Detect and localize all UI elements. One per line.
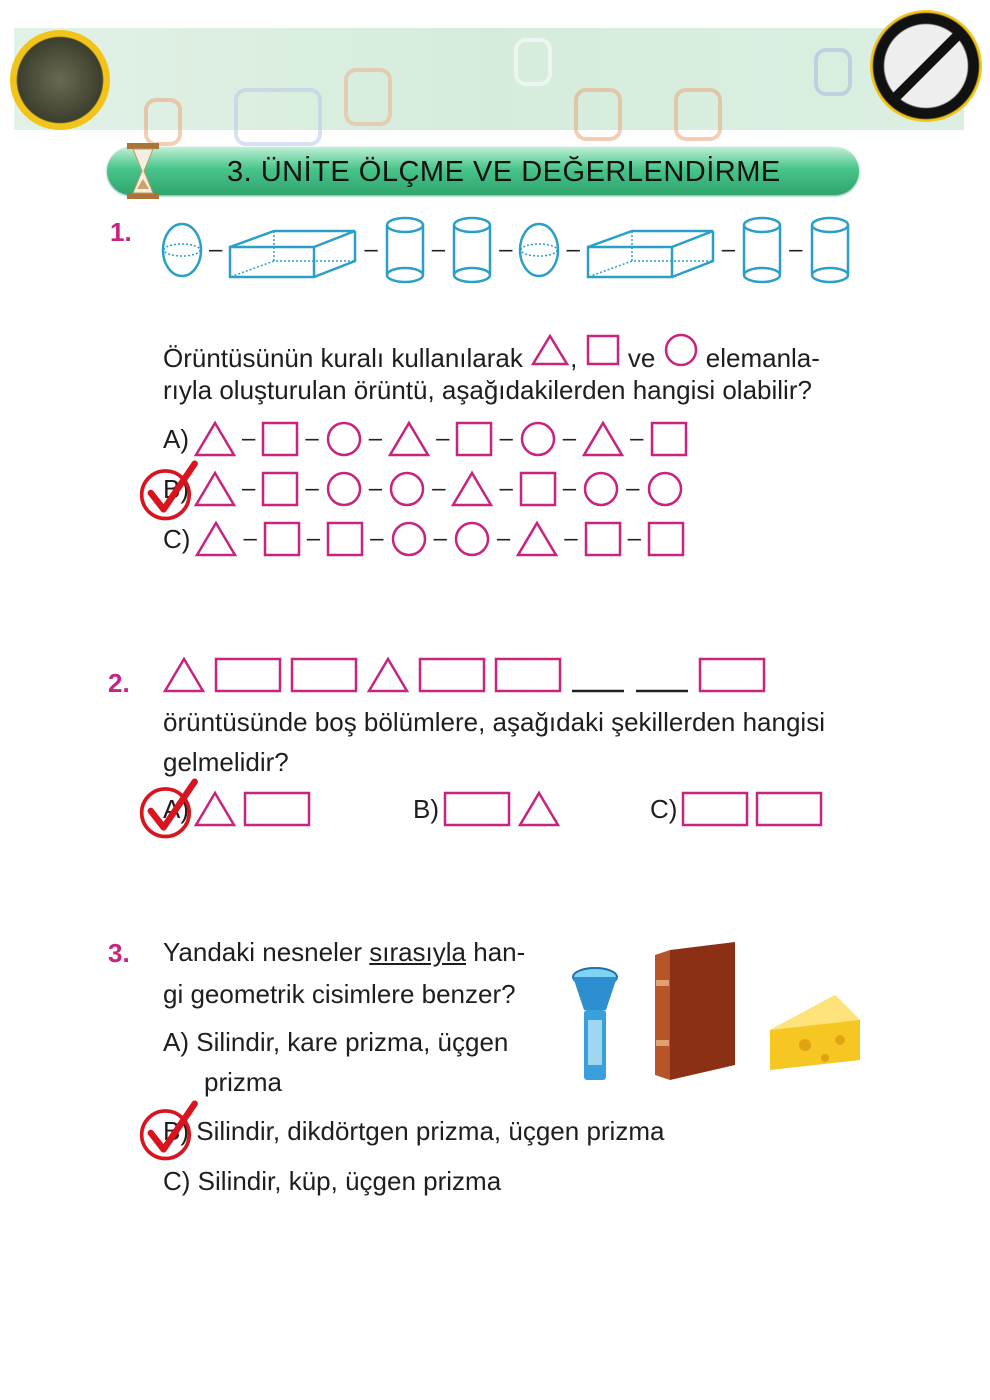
rectangle-icon	[698, 656, 766, 694]
rectangle-icon	[681, 790, 749, 828]
shape-pattern-row	[162, 655, 774, 695]
dash: –	[306, 525, 321, 552]
circle-icon	[518, 420, 558, 458]
dash: –	[499, 425, 513, 452]
option-b[interactable]: B) Silindir, dikdörtgen prizma, üçgen prizma	[163, 1116, 665, 1146]
question-1-line-2: rıyla oluşturulan örüntü, aşağıdakilerden hangisi olabilir?	[163, 375, 812, 405]
circle-icon	[324, 470, 364, 508]
dash: –	[789, 236, 803, 263]
option-a[interactable]: A) Silindir, kare prizma, üçgen	[163, 1027, 509, 1057]
triangle-icon	[193, 420, 237, 458]
header-banner	[14, 28, 964, 130]
triangle-icon	[517, 790, 561, 828]
square-icon	[260, 470, 300, 508]
question-1-line-1: Örüntüsünün kuralı kullanılarak , ve elemanla-	[163, 333, 820, 374]
dash: –	[368, 425, 383, 452]
triangle-icon	[515, 520, 559, 558]
square-icon	[454, 420, 494, 458]
square-icon	[649, 420, 689, 458]
option-label: B)	[163, 473, 189, 504]
dash: –	[630, 425, 644, 452]
dash: –	[626, 475, 640, 502]
cylinder-icon	[740, 215, 784, 285]
dash: –	[364, 236, 378, 263]
dash: –	[370, 525, 384, 552]
question-3-number: 3.	[108, 938, 130, 968]
unit-title-bar	[107, 147, 859, 195]
option-label: C)	[650, 793, 678, 824]
circle-icon	[324, 420, 364, 458]
dash: –	[243, 525, 257, 552]
checkmark-icon	[138, 1100, 202, 1164]
cylinder-icon	[450, 215, 494, 285]
triangle-icon	[387, 420, 431, 458]
option-c[interactable]	[163, 520, 686, 558]
circle-icon	[581, 470, 621, 508]
dash: –	[436, 425, 450, 452]
flashlight-image	[570, 965, 620, 1085]
solid-pattern-row	[160, 215, 852, 285]
unit-title: 3. ÜNİTE ÖLÇME VE DEĞERLENDİRME	[227, 156, 781, 188]
dash: –	[566, 236, 580, 263]
rectangle-icon	[418, 656, 486, 694]
book-image	[650, 940, 740, 1085]
dash: –	[499, 475, 513, 502]
rectangle-icon	[243, 790, 311, 828]
triangle-icon	[450, 470, 494, 508]
dash: –	[209, 236, 223, 263]
hourglass-icon	[125, 141, 161, 201]
dash: –	[564, 525, 578, 552]
rectangle-icon	[443, 790, 511, 828]
option-a-continued: prizma	[204, 1067, 283, 1097]
dash: –	[499, 236, 513, 263]
dash: –	[562, 475, 577, 502]
dash: –	[562, 425, 577, 452]
dash: –	[432, 475, 446, 502]
option-label: A)	[163, 793, 189, 824]
dash: –	[242, 425, 256, 452]
blank-line-icon	[570, 656, 626, 694]
circle-icon	[452, 520, 492, 558]
dash: –	[721, 236, 736, 263]
dash: –	[305, 425, 319, 452]
rectangle-icon	[290, 656, 358, 694]
option-c[interactable]: C) Silindir, küp, üçgen prizma	[163, 1166, 502, 1196]
dash: –	[431, 236, 446, 263]
circle-icon	[663, 333, 699, 367]
blank-line-icon	[634, 656, 690, 694]
question-1-number: 1.	[110, 217, 132, 247]
triangle-icon	[162, 656, 206, 694]
square-icon	[583, 520, 623, 558]
cylinder-icon	[383, 215, 427, 285]
square-icon	[262, 520, 302, 558]
dash: –	[627, 525, 641, 552]
option-b[interactable]	[163, 470, 685, 508]
option-label: B)	[413, 793, 439, 824]
sphere-icon	[517, 220, 561, 280]
triangle-icon	[581, 420, 625, 458]
question-2-number: 2.	[108, 668, 130, 698]
option-label: A)	[163, 423, 189, 454]
triangle-icon	[194, 520, 238, 558]
abbyy-seal-right	[870, 10, 982, 122]
question-2-line-2: gelmelidir?	[163, 747, 289, 777]
rectangle-icon	[214, 656, 282, 694]
option-label: C)	[163, 523, 191, 554]
question-3-line-2: gi geometrik cisimlere benzer?	[163, 979, 516, 1009]
cheese-image	[765, 990, 865, 1075]
rectangle-icon	[494, 656, 562, 694]
square-icon	[646, 520, 686, 558]
abbyy-seal-left	[10, 30, 110, 130]
dash: –	[242, 475, 256, 502]
question-3-line-1: Yandaki nesneler sırasıyla han-	[163, 937, 526, 967]
dash: –	[305, 475, 319, 502]
checkmark-icon	[138, 460, 202, 524]
circle-icon	[389, 520, 429, 558]
option-b[interactable]	[413, 790, 567, 828]
rectangle-icon	[755, 790, 823, 828]
rectangular-prism-icon	[585, 219, 717, 281]
option-c[interactable]	[650, 790, 829, 828]
square-icon	[325, 520, 365, 558]
square-icon	[518, 470, 558, 508]
square-icon	[260, 420, 300, 458]
circle-icon	[645, 470, 685, 508]
sphere-icon	[160, 220, 204, 280]
triangle-icon	[366, 656, 410, 694]
question-2-line-1: örüntüsünde boş bölümlere, aşağıdaki şekillerden hangisi	[163, 707, 825, 737]
dash: –	[496, 525, 511, 552]
square-icon	[585, 333, 621, 367]
circle-icon	[387, 470, 427, 508]
rectangular-prism-icon	[227, 219, 359, 281]
dash: –	[368, 475, 383, 502]
cylinder-icon	[808, 215, 852, 285]
option-a[interactable]	[163, 420, 689, 458]
checkmark-icon	[138, 778, 202, 842]
dash: –	[433, 525, 447, 552]
triangle-icon	[530, 333, 570, 367]
